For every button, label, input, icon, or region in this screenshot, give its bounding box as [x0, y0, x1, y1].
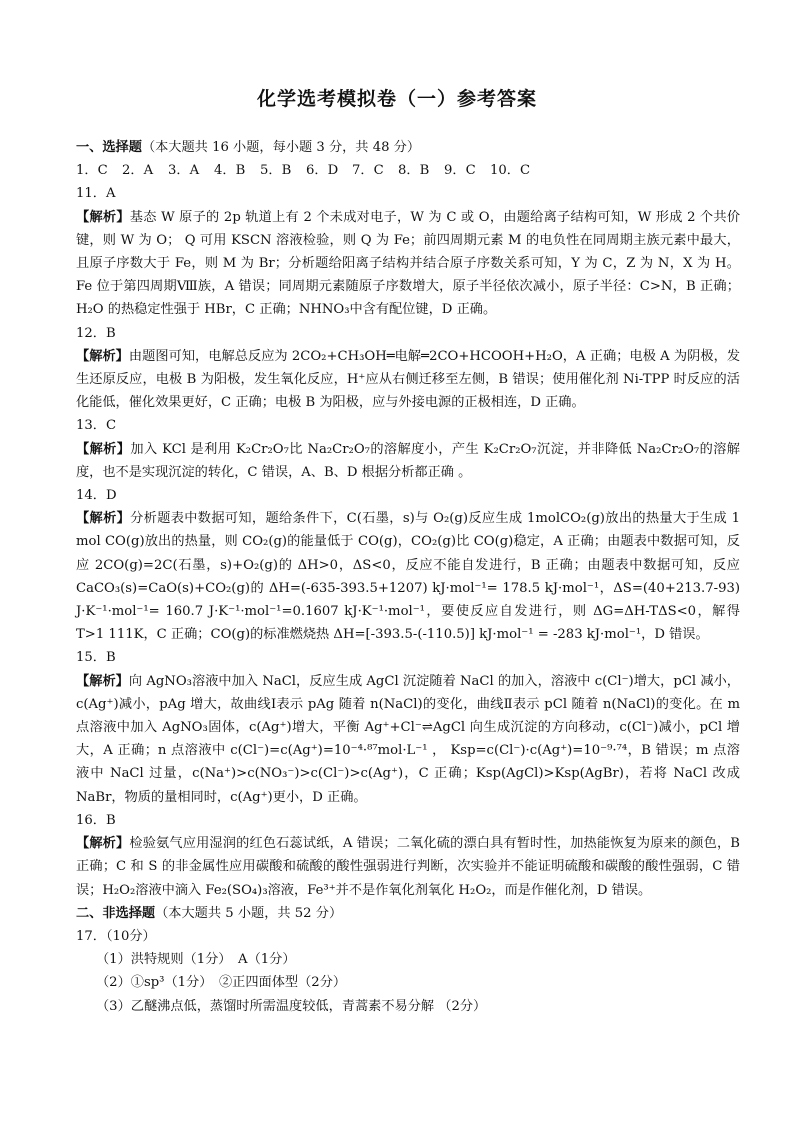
q12-explanation — [76, 345, 740, 415]
q17-header: 17．（10分） — [76, 928, 156, 944]
q17-part3: （3）乙醚沸点低，蒸馏时所需温度较低，青蒿素不易分解 （2分） — [96, 998, 487, 1014]
section1-title: 一、选择题 — [76, 140, 142, 155]
q12-text: 由题图可知，电解总反应为 2CO₂+CH₃OH═电解═2CO+HCOOH+H₂O，A 正确；电极 A 为阴极，发生还原反应，电极 B 为阳极，发生氧化反应，H⁺应从右侧迁移至左侧，B 错误；使用催化剂 Ni-TPP 时反应的活化能低，催化效果更好，C 正确；电极 B 为阳极，应与外接电源的正极相连，D 正确。 — [76, 348, 741, 411]
page-title: 化学选考模拟卷（一）参考答案 — [256, 88, 537, 110]
q11-explanation — [76, 206, 740, 322]
q13-explanation — [76, 438, 740, 484]
section1-heading — [76, 136, 740, 159]
explain-tag: 【解析】 — [76, 209, 130, 225]
section2-heading — [76, 902, 740, 925]
choice-answers — [76, 159, 740, 182]
q15-answer: 15．B — [76, 650, 116, 666]
q16-answer: 16．B — [76, 812, 116, 828]
explain-tag: 【解析】 — [76, 511, 131, 527]
answer-item: 7．C — [352, 163, 384, 179]
answer-item: 8．B — [398, 163, 430, 179]
answer-item: 9．C — [444, 163, 476, 179]
q14-explanation — [76, 507, 740, 646]
q17-part2: （2）①sp³（1分） ②正四面体型（2分） — [96, 975, 347, 991]
q14-text: 分析题表中数据可知，题给条件下，C(石墨，s)与 O₂(g)反应生成 1molCO₂(g)放出的热量大于生成 1 mol CO(g)放出的热量，则 CO₂(g)的能量低于 CO(g)，CO₂(g)比 CO(g)稳定，A 正确；由题表中数据可知，反应 2CO(g)=2C(石墨，s)+O₂(g)的 ΔH>0，ΔS<0，反应不能自发进行，B 正确；由题表中数据可知，反应 CaCO₃(s)=CaO(s)+CO₂(g)的 ΔH=(-635-393.5+1207) kJ·mol⁻¹= 178.5 kJ·mol⁻¹，ΔS=(40+213.7-93) J·K⁻¹·mol⁻¹= 160.7 J·K⁻¹·mol⁻¹=0.1607 kJ·K⁻¹·mol⁻¹，要使反应自发进行，则 ΔG=ΔH-TΔS<0，解得 T>1 111K，C 正确；CO(g)的标准燃烧热 ΔH=[-393.5-(-110.5)] kJ·mol⁻¹ = -283 kJ·mol⁻¹，D 错误。 — [76, 511, 741, 643]
q15-text: 向 AgNO₃溶液中加入 NaCl，反应生成 AgCl 沉淀随着 NaCl 的加入，溶液中 c(Cl⁻)增大，pCl 减小，c(Ag⁺)减小，pAg 增大，故曲线Ⅰ表示 pAg 随着 n(NaCl)的变化，曲线Ⅱ表示 pCl 随着 n(NaCl)的变化。在 m 点溶液中加入 AgNO₃固体，c(Ag⁺)增大，平衡 Ag⁺+Cl⁻⇌AgCl 向生成沉淀的方向移动，c(Cl⁻)减小，pCl 增大，A 正确；n 点溶液中 c(Cl⁻)=c(Ag⁺)=10⁻⁴·⁸⁷mol·L⁻¹ ， Ksp=c(Cl⁻)·c(Ag⁺)=10⁻⁹·⁷⁴，B 错误；m 点溶液中 NaCl 过量，c(Na⁺)>c(NO₃⁻)>c(Cl⁻)>c(Ag⁺)，C 正确；Ksp(AgCl)>Ksp(AgBr)，若将 NaCl 改成 NaBr，物质的量相同时，c(Ag⁺)更小，D 正确。 — [76, 673, 740, 805]
q17-part1: （1）洪特规则（1分） A（1分） — [96, 952, 296, 968]
q12-answer: 12．B — [76, 325, 116, 341]
section2-note: （本大题共 5 小题，共 52 分） — [155, 905, 343, 921]
answer-item: 2．A — [122, 163, 154, 179]
explain-tag: 【解析】 — [76, 348, 129, 364]
q11-text: 基态 W 原子的 2p 轨道上有 2 个未成对电子，W 为 C 或 O，由题给离子结构可知，W 形成 2 个共价键，则 W 为 O； Q 可用 KSCN 溶液检验，则 Q 为 Fe；前四周期元素 M 的电负性在同周期主族元素中最大，且原子序数大于 Fe，则 M 为 Br；分析题给阳离子结构并结合原子序数关系可知，Y 为 C，Z 为 N，X 为 H。Fe 位于第四周期Ⅷ族，A 错误；同周期元素随原子序数增大，原子半径依次减小，原子半径：C>N，B 正确；H₂O 的热稳定性强于 HBr，C 正确；NHNO₃中含有配位键，D 正确。 — [76, 209, 741, 318]
q14-answer: 14．D — [76, 488, 117, 504]
explain-tag: 【解析】 — [76, 836, 130, 852]
answer-content — [76, 136, 740, 1018]
answer-item: 3．A — [168, 163, 200, 179]
q16-explanation — [76, 832, 740, 902]
q15-explanation — [76, 670, 740, 809]
answer-item: 4．B — [214, 163, 246, 179]
answer-item: 5．B — [260, 163, 292, 179]
section2-title: 二、非选择题 — [76, 905, 156, 921]
q13-text: 加入 KCl 是利用 K₂Cr₂O₇比 Na₂Cr₂O₇的溶解度小，产生 K₂Cr₂O₇沉淀，并非降低 Na₂Cr₂O₇的溶解度，也不是实现沉淀的转化，C 错误，A、B、D 根据分析都正确 。 — [76, 441, 740, 480]
answer-item: 6．D — [306, 163, 339, 179]
q11-answer: 11．A — [76, 186, 116, 202]
answer-item: 10．C — [490, 163, 531, 179]
answer-item: 1．C — [76, 163, 108, 179]
explain-tag: 【解析】 — [76, 441, 131, 457]
section1-note: （本大题共 16 小题，每小题 3 分，共 48 分） — [141, 140, 421, 155]
explain-tag: 【解析】 — [76, 673, 129, 689]
q16-text: 检验氨气应用湿润的红色石蕊试纸，A 错误；二氧化硫的漂白具有暂时性，加热能恢复为原来的颜色，B 正确；C 和 S 的非金属性应用碳酸和硫酸的酸性强弱进行判断，次实验并不能证明硫酸和碳酸的酸性强弱，C 错误；H₂O₂溶液中滴入 Fe₂(SO₄)₃溶液，Fe³⁺并不是作氧化剂氧化 H₂O₂，而是作催化剂，D 错误。 — [76, 836, 741, 898]
q13-answer: 13．C — [76, 418, 117, 434]
